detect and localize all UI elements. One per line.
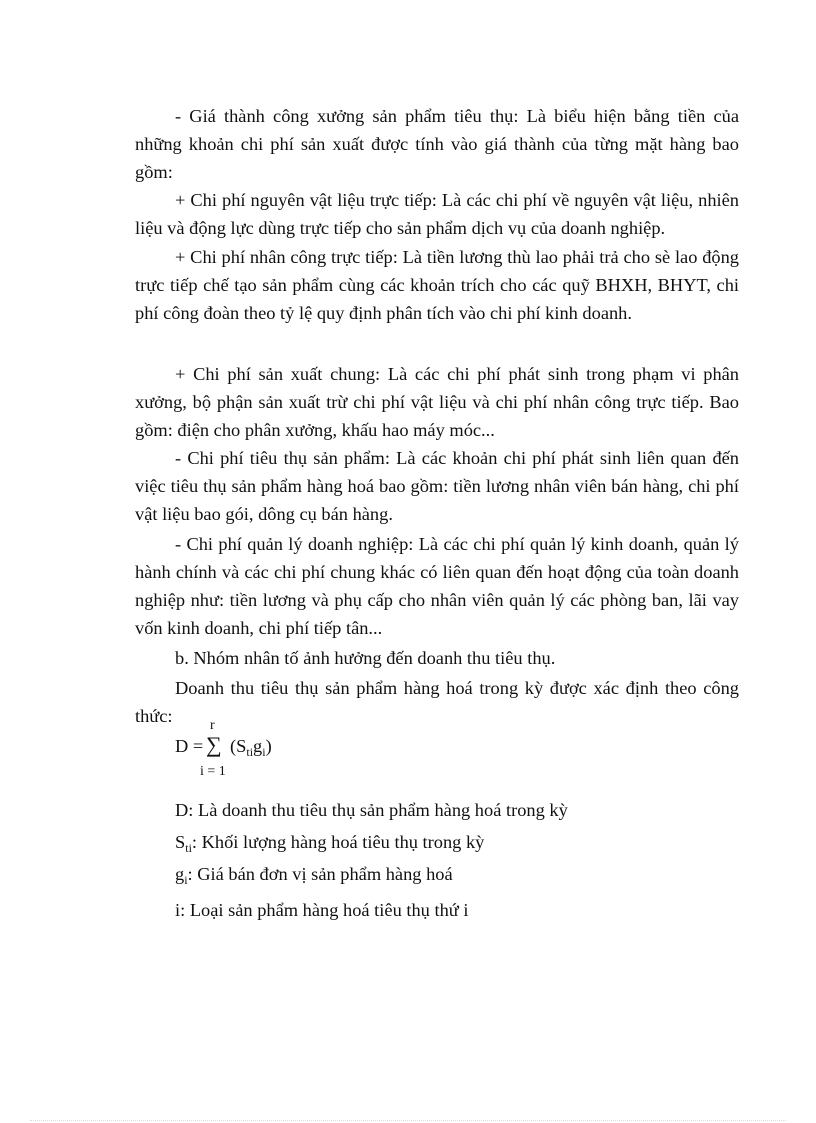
- section-heading-nhan-to-doanh-thu: b. Nhóm nhân tố ảnh hưởng đến doanh thu tiêu thụ.: [175, 648, 556, 668]
- revenue-formula: [175, 718, 375, 784]
- definition-s: $S_{ti}$: Khối lượng hàng hoá tiêu thụ trong kỳ: [175, 832, 485, 855]
- formula-upper-limit: r: [210, 718, 215, 733]
- paragraph-chi-phi-tieu-thu: - Chi phí tiêu thụ sản phẩm: Là các khoản chi phí phát sinh liên quan đến việc tiêu thụ sản phẩm hàng hoá bao gồm: tiền lương nhân viên bán hàng, chi phí vật liệu bao gói, dông cụ bán hàng.: [135, 448, 739, 524]
- paragraph-gia-thanh-cong-xuong: - Giá thành công xưởng sản phẩm tiêu thụ: Là biểu hiện bằng tiền của những khoản chi phí sản xuất được tính vào giá thành của từng mặt hàng bao gồm:: [135, 106, 739, 182]
- paragraph-chi-phi-quan-ly: - Chi phí quản lý doanh nghiệp: Là các chi phí quản lý kinh doanh, quản lý hành chính và các chi phí chung khác có liên quan đến hoạt động của toàn doanh nghiệp như: tiền lương và phụ cấp cho nhân viên quản lý các phòng ban, lãi vay vốn kinh doanh, chi phí tiếp tân...: [135, 534, 739, 638]
- paragraph-chi-phi-san-xuat-chung: + Chi phí sản xuất chung: Là các chi phí phát sinh trong phạm vi phân xưởng, bộ phận sản xuất trừ chi phí vật liệu và chi phí nhân công trực tiếp. Bao gồm: điện cho phân xưởng, khấu hao máy móc...: [135, 364, 739, 440]
- paragraph-doanh-thu-intro: Doanh thu tiêu thụ sản phẩm hàng hoá trong kỳ được xác định theo công thức:: [135, 678, 739, 726]
- formula-lower-limit: i = 1: [200, 764, 226, 779]
- formula-lhs: D =: [175, 736, 204, 756]
- paragraph-chi-phi-nhan-cong: + Chi phí nhân công trực tiếp: Là tiền lương thù lao phải trả cho sè lao động trực tiếp chế tạo sản phẩm cùng các khoản trích cho các quỹ BHXH, BHYT, chi phí công đoàn theo tỷ lệ quy định phân tích vào chi phí kinh doanh.: [135, 247, 739, 323]
- definition-d: D: Là doanh thu tiêu thụ sản phẩm hàng hoá trong kỳ: [175, 800, 568, 820]
- paragraph-chi-phi-nguyen-vat-lieu: + Chi phí nguyên vật liệu trực tiếp: Là các chi phí về nguyên vật liệu, nhiên liệu và động lực dùng trực tiếp cho sản phẩm dịch vụ của doanh nghiệp.: [135, 190, 739, 238]
- definition-g: $g_i$: Giá bán đơn vị sản phẩm hàng hoá: [175, 864, 453, 887]
- definition-i: i: Loại sản phẩm hàng hoá tiêu thụ thứ i: [175, 900, 469, 920]
- formula-sum-symbol: ∑: [206, 732, 222, 757]
- page-bottom-rule: [30, 1120, 786, 1121]
- formula-term: $(S_{ti}g_i)$: [230, 736, 272, 759]
